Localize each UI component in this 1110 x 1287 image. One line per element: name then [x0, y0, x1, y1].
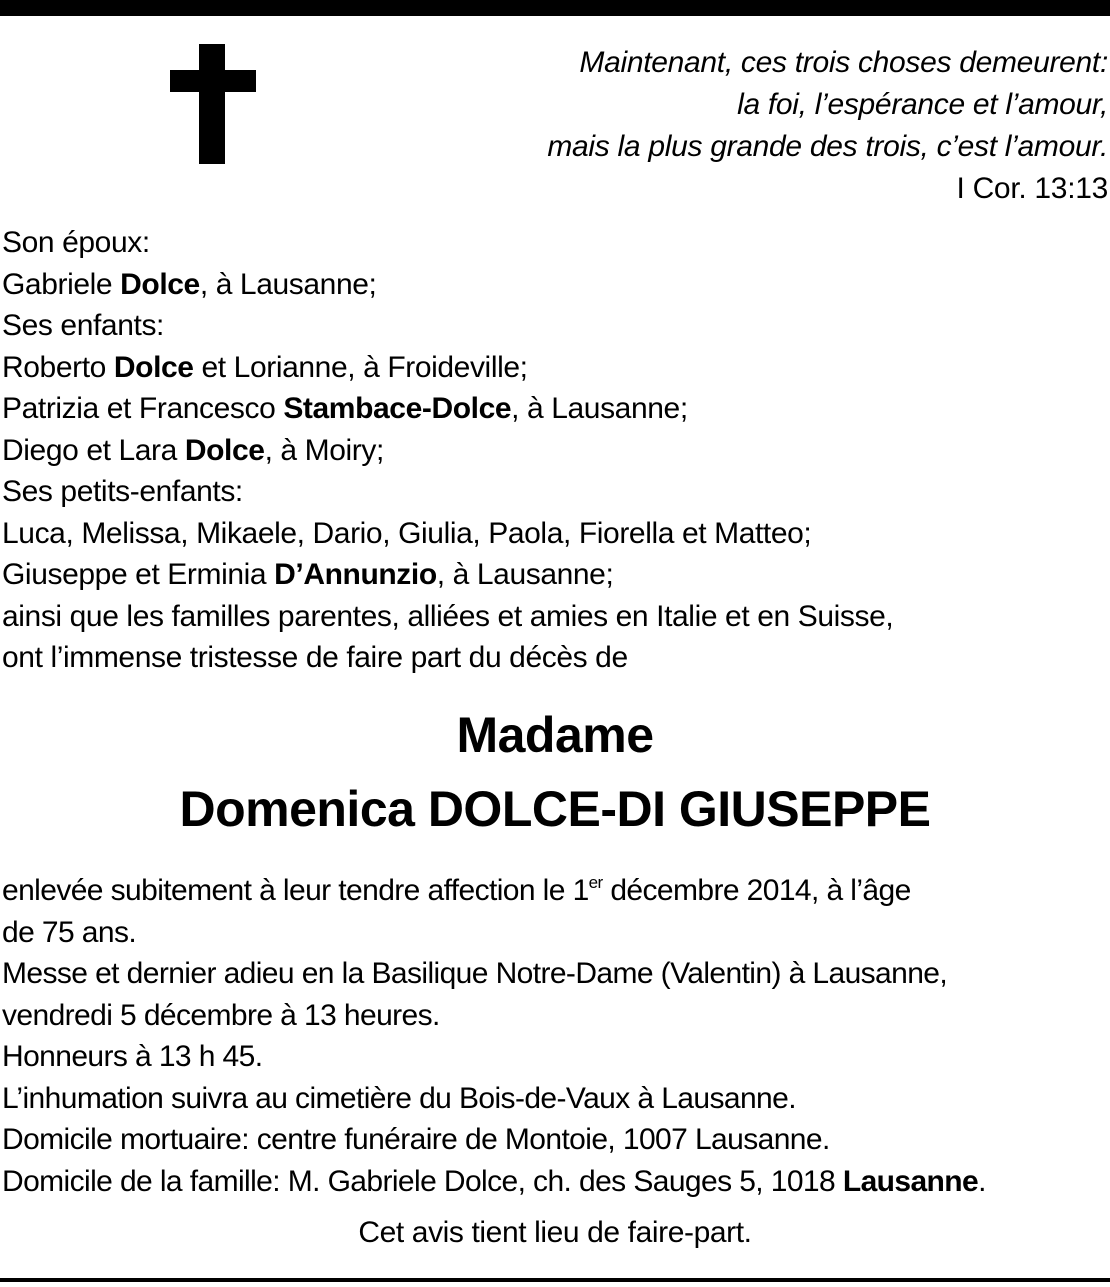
relatives-line: Giuseppe et Erminia D’Annunzio, à Lausanne; — [2, 558, 614, 591]
family-list — [2, 222, 1108, 679]
funeral-details — [2, 870, 1108, 1202]
announcement-line: ont l’immense tristesse de faire part du décès de — [2, 641, 628, 674]
verse-line: mais la plus grande des trois, c’est l’amour. — [547, 130, 1108, 163]
honours-line: Honneurs à 13 h 45. — [2, 1040, 263, 1073]
footer-note: Cet avis tient lieu de faire-part. — [358, 1216, 752, 1249]
verse-reference: I Cor. 13:13 — [956, 172, 1108, 205]
spouse-line: Gabriele Dolce, à Lausanne; — [2, 267, 377, 301]
ordinal-suffix: er — [588, 873, 603, 892]
spouse-heading: Son époux: — [2, 226, 150, 259]
grandchildren-heading: Ses petits-enfants: — [2, 475, 243, 508]
grandchildren-line: Luca, Melissa, Mikaele, Dario, Giulia, Paola, Fiorella et Matteo; — [2, 516, 812, 550]
burial-line: L’inhumation suivra au cimetière du Bois-de-Vaux à Lausanne. — [2, 1081, 796, 1115]
death-line: enlevée subitement à leur tendre affection le 1er décembre 2014, à l’âge — [2, 873, 911, 907]
surname: Stambace-Dolce — [283, 392, 512, 425]
surname: Dolce — [113, 350, 194, 384]
child-line: Roberto Dolce et Lorianne, à Froideville; — [2, 350, 528, 384]
surname: Dolce — [184, 433, 265, 467]
deceased-name: Domenica DOLCE-DI GIUSEPPE — [179, 781, 931, 837]
top-rule — [0, 0, 1110, 16]
cross-horizontal-bar — [170, 70, 256, 92]
families-line: ainsi que les familles parentes, alliées et amies en Italie et en Suisse, — [2, 599, 894, 633]
verse-line: la foi, l’espérance et l’amour, — [737, 88, 1108, 121]
deceased-name-block — [0, 698, 1110, 846]
mass-line: Messe et dernier adieu en la Basilique Notre-Dame (Valentin) à Lausanne, — [2, 957, 948, 990]
salutation: Madame — [456, 707, 654, 763]
child-line: Patrizia et Francesco Stambace-Dolce, à Lausanne; — [2, 392, 688, 425]
latin-cross-icon — [170, 44, 256, 164]
verse-line: Maintenant, ces trois choses demeurent: — [579, 46, 1108, 79]
bottom-rule — [0, 1278, 1110, 1282]
children-heading: Ses enfants: — [2, 309, 164, 342]
surname: Dolce — [120, 267, 200, 301]
mass-line: vendredi 5 décembre à 13 heures. — [2, 998, 440, 1032]
surname: D’Annunzio — [274, 558, 437, 591]
family-home-line: Domicile de la famille: M. Gabriele Dolce, ch. des Sauges 5, 1018 Lausanne. — [2, 1164, 986, 1198]
family-home-city: Lausanne — [842, 1164, 979, 1198]
child-line: Diego et Lara Dolce, à Moiry; — [2, 433, 384, 467]
bible-verse — [408, 42, 1108, 210]
mortuary-line: Domicile mortuaire: centre funéraire de Montoie, 1007 Lausanne. — [2, 1123, 830, 1156]
age-line: de 75 ans. — [2, 915, 137, 949]
cross-vertical-bar — [199, 44, 225, 164]
